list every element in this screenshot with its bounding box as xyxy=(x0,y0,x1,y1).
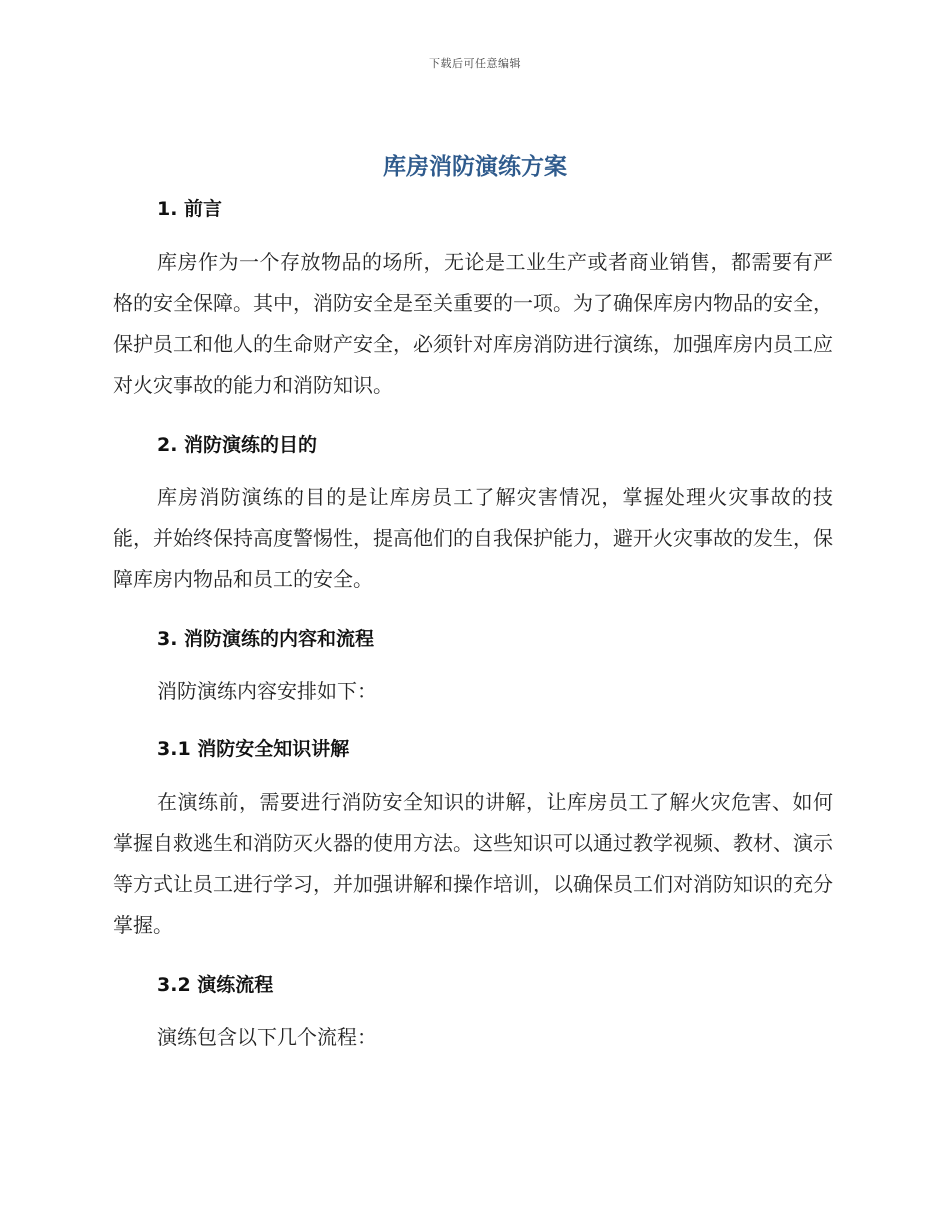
paragraph: 库房作为一个存放物品的场所，无论是工业生产或者商业销售，都需要有严格的安全保障。其中，消防安全是至关重要的一项。为了确保库房内物品的安全，保护员工和他人的生命财产安全，必须针对库房消防进行演练，加强库房内员工应对火灾事故的能力和消防知识。 xyxy=(113,250,833,397)
section-heading: 3.2 演练流程 xyxy=(157,974,274,996)
section-heading: 1. 前言 xyxy=(157,198,223,220)
paragraph: 消防演练内容安排如下： xyxy=(157,679,377,703)
section-heading: 3. 消防演练的内容和流程 xyxy=(157,628,375,650)
document-title: 库房消防演练方案 xyxy=(383,154,567,180)
paragraph: 演练包含以下几个流程： xyxy=(157,1025,377,1049)
paragraph: 库房消防演练的目的是让库房员工了解灾害情况，掌握处理火灾事故的技能，并始终保持高度警惕性，提高他们的自我保护能力，避开火灾事故的发生，保障库房内物品和员工的安全。 xyxy=(113,485,833,591)
section-heading: 3.1 消防安全知识讲解 xyxy=(157,738,350,760)
header-note: 下载后可任意编辑 xyxy=(429,57,521,70)
section-heading: 2. 消防演练的目的 xyxy=(157,434,318,456)
paragraph: 在演练前，需要进行消防安全知识的讲解，让库房员工了解火灾危害、如何掌握自救逃生和消防灭火器的使用方法。这些知识可以通过教学视频、教材、演示等方式让员工进行学习，并加强讲解和操作培训，以确保员工们对消防知识的充分掌握。 xyxy=(113,790,833,937)
